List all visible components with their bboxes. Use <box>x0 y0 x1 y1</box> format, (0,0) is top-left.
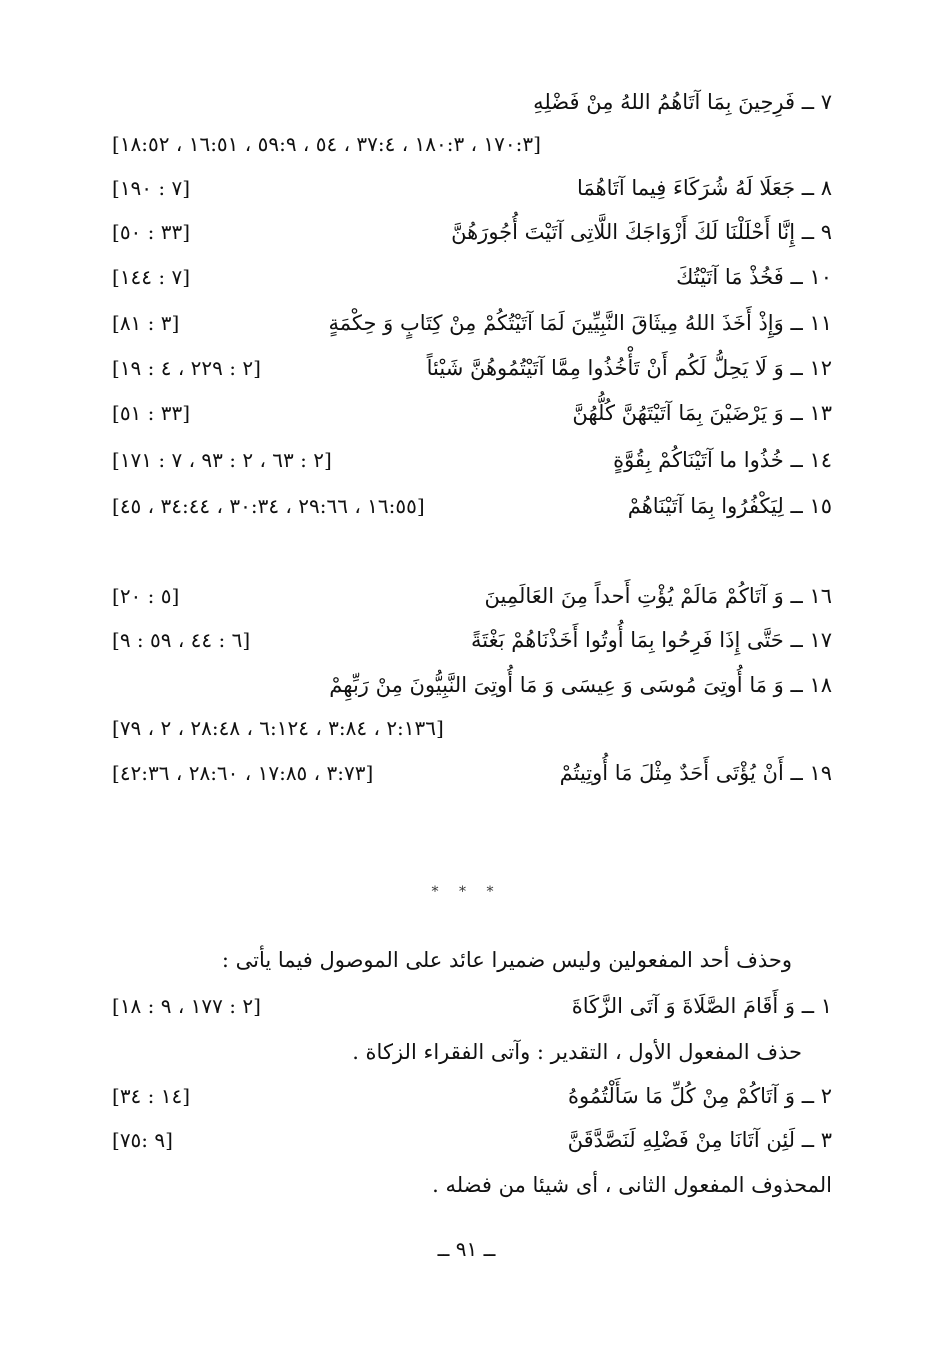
verse-reference: [٩ :٧٥] <box>112 1128 173 1152</box>
intro-text: وحذف أحد المفعولين وليس ضميرا عائد على الموصول فيما يأتى : <box>221 948 792 972</box>
verse-text: ١٧ ــ حَتَّى إِذَا فَرِحُوا بِمَا أُوتُوا أَخَذْنَاهُمْ بَغْتَةً <box>471 628 832 652</box>
verse-line <box>112 168 832 208</box>
reference-line <box>112 708 832 748</box>
verse-text: ١٨ ــ وَ مَا أُوتِىَ مُوسَى وَ عِيسَى وَ مَا أُوتِىَ النَّبِيُّونَ مِنْ رَبِّهِمْ <box>329 673 832 697</box>
verse-text: ١ ــ وَ أَقَامَ الصَّلَاةَ وَ آتَى الزَّكَاةَ <box>571 994 832 1018</box>
page-number: ــ ٩١ ــ <box>437 1237 496 1261</box>
verse-reference: [٧ : ١٩٠] <box>112 176 191 200</box>
verse-line <box>112 212 832 252</box>
note-text: المحذوف المفعول الثانى ، أى شيئا من فضله . <box>432 1173 832 1197</box>
verse-text: ٨ ــ جَعَلَا لَهُ شُرَكَاءَ فِيما آتَاهُمَا <box>577 176 832 200</box>
verse-line <box>112 257 832 297</box>
verse-line <box>112 393 832 433</box>
verse-reference: [٧ : ١٤٤] <box>112 265 191 289</box>
section-divider: * * * <box>431 884 502 900</box>
note-line <box>112 1165 832 1205</box>
verse-text: ١٣ ــ وَ يَرْضَيْنَ بِمَا آتَيْتَهُنَّ كُلُّهُنَّ <box>572 401 832 425</box>
verse-text: ١٦ ــ وَ آتَاكُمْ مَالَمْ يُؤْتِ أَحداً مِنَ العَالَمِينَ <box>484 584 832 608</box>
verse-line <box>112 1120 832 1160</box>
verse-reference: [٣٣ : ٥١] <box>112 401 191 425</box>
note-line <box>112 1032 832 1072</box>
verse-reference: [٥ : ٢٠] <box>112 584 180 608</box>
verse-line <box>112 303 832 343</box>
verse-text: ١٤ ــ خُذُوا ما آتَيْنَاكُمْ بِقُوَّةٍ <box>613 448 832 472</box>
verse-line <box>112 1076 832 1116</box>
verse-text: ١٩ ــ أَنْ يُؤْتَى أَحَدٌ مِثْلَ مَا أُوتِيتُمْ <box>559 761 832 785</box>
reference-line <box>112 124 832 164</box>
verse-reference: [٢ : ٦٣ ، ٢ : ٩٣ ، ٧ : ١٧١] <box>112 448 332 472</box>
verse-reference: [٢ : ٢٢٩ ، ٤ : ١٩] <box>112 356 261 380</box>
verse-text: ١٥ ــ لِيَكْفُرُوا بِمَا آتَيْنَاهُمْ <box>627 494 832 518</box>
verse-reference: [٦ : ٤٤ ، ٥٩ : ٩] <box>112 628 251 652</box>
verse-text: ١٢ ــ وَ لَا يَحِلُّ لَكُم أَنْ تَأْخُذُوا مِمَّا آتَيْتُمُوهُنَّ شَيْئاً <box>426 356 832 380</box>
verse-reference: [٣:٧٣ ، ١٧:٨٥ ، ٢٨:٦٠ ، ٤٢:٣٦] <box>112 761 374 785</box>
verse-line <box>112 753 832 793</box>
verse-line <box>112 665 832 705</box>
verse-reference: [٣٣ : ٥٠] <box>112 220 191 244</box>
verse-reference: [١٧٠:٣ ، ١٨٠:٣ ، ٣٧:٤ ، ٥٤ ، ٥٩:٩ ، ١٦:٥١ ، ١٨:٥٢] <box>112 132 541 156</box>
verse-reference: [٢ : ١٧٧ ، ٩ : ١٨] <box>112 994 261 1018</box>
verse-line <box>112 82 832 122</box>
note-text: حذف المفعول الأول ، التقدير : وآتى الفقراء الزكاة . <box>352 1040 802 1064</box>
verse-reference: [٣ : ٨١] <box>112 311 180 335</box>
verse-reference: [١٦:٥٥ ، ٢٩:٦٦ ، ٣٠:٣٤ ، ٣٤:٤٤ ، ٤٥] <box>112 494 425 518</box>
verse-text: ٧ ــ فَرِحِينَ بِمَا آتَاهُمُ اللهُ مِنْ فَضْلِهِ <box>533 90 832 114</box>
verse-line <box>112 348 832 388</box>
verse-line <box>112 440 832 480</box>
intro-line <box>112 940 832 980</box>
verse-line <box>112 486 832 526</box>
verse-text: ١٠ ــ فَخُذْ مَا آتَيْتُكَ <box>676 265 832 289</box>
verse-text: ١١ ــ وَإِذْ أَخَذَ اللهُ مِيثَاقَ النَّبِيِّينَ لَمَا آتَيْتُكُمْ مِنْ كِتَابٍ وَ حِكْمَةٍ <box>328 311 832 335</box>
verse-line <box>112 620 832 660</box>
verse-line <box>112 576 832 616</box>
verse-text: ٩ ــ إِنَّا أَحْلَلْنَا لَكَ أَزْوَاجَكَ اللَّاتِى آتَيْتَ أُجُورَهُنَّ <box>451 220 832 244</box>
verse-reference: [١٤ : ٣٤] <box>112 1084 191 1108</box>
verse-text: ٣ ــ لَئِن آتَانَا مِنْ فَضْلِهِ لَنَصَّدَّقَنَّ <box>567 1128 832 1152</box>
verse-text: ٢ ــ وَ آتَاكُمْ مِنْ كُلِّ مَا سَأَلْتُمُوهُ <box>567 1084 832 1108</box>
verse-reference: [٢:١٣٦ ، ٣:٨٤ ، ٦:١٢٤ ، ٢٨:٤٨ ، ٢ ، ٧٩] <box>112 716 444 740</box>
verse-line <box>112 986 832 1026</box>
